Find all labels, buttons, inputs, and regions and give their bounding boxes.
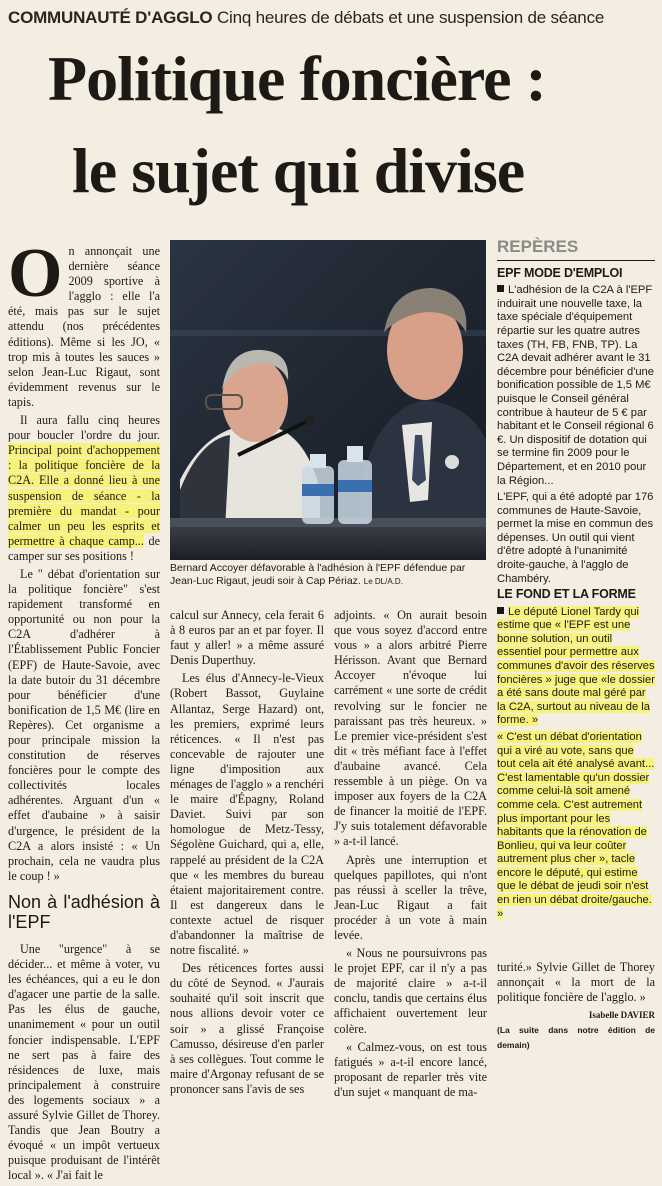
epf-heading: EPF MODE D'EMPLOI (497, 265, 623, 280)
paragraph-text: adjoints. « On aurait besoin que vous soyez d'accord entre vous » a alors arbitré Pierre Hérisson. Avant que Bernard Accoyer n'évoque lui carrément « une sorte de crédit revolving sur le foncier ne paraissant pas très heureux. » Le premier vice-président s'est dit « très méfiant face à l'effet d'aubaine avancé. Cela ressemble à un piège. On va imposer aux foyers de la C2A de financer la moitié de l'EPF. J'y suis totalement défavorable » a-t-il lancé. (334, 608, 487, 849)
article-photo (170, 240, 486, 560)
paragraph-text: « Nous ne poursuivrons pas le projet EPF, car il n'y a pas de majorité claire » a-t-il conclu, tandis que certains élus affichaient ouvertement leur colère. (334, 946, 487, 1036)
author-signature: Isabelle DAVIER (588, 1010, 655, 1021)
paragraph-text: Après une interruption et quelques papillotes, qui n'ont pas réussi à sceller la trêve, Jean-Luc Rigaut a fait procéder à un vote à main levée. (334, 852, 487, 942)
bullet-square-icon (497, 607, 504, 614)
highlighted-text: Principal point d'achoppement : la politique foncière de la C2A. Elle a donné lieu à une suspension de séance - la première du mandat - pour calmer un peu les esprits et permettre à chaque camp... (8, 443, 160, 548)
headline-line-1: Politique foncière : (48, 43, 546, 114)
article-column-2 (170, 608, 324, 1100)
paragraph-text: Les élus d'Annecy-le-Vieux (Robert Bassot, Guylaine Allantaz, Serge Hazard) ont, les premiers, exprimé leurs réticences. « Il n'est pas concevable de rajouter une ligne d'imposition aux ménages de l'agglo » a renchéri le maire d'Épagny, Roland Daviet. Suivi par son homologue de Metz-Tessy, Ségolène Guichard, qui a, elle, rappelé au président de la C2A que « les membres du bureau étaient majoritairement contre. Il est dangereux dans le contexte actuel de risquer d'abandonner la maîtrise de notre fiscalité. » (170, 671, 324, 958)
caption-text: Bernard Accoyer défavorable à l'adhésion à l'EPF défendue par Jean-Luc Rigaut, jeudi soir à Cap Périaz. (170, 562, 466, 587)
highlighted-text: Le député Lionel Tardy qui estime que « l'EPF est une bonne solution, un outil essentiel pour permettre aux communes d'avoir des réserves foncières » juge que «le dossier a été sans doute mal géré par la C2A, surtout au niveau de la forme. » (497, 605, 655, 727)
photo-caption (170, 562, 486, 588)
paragraph-text: Une "urgence" à se décider... et même à voter, vu les échéances, qui a eu le don d'agacer une partie de la salle. Pas les élus de gauche, unanimement « pour un outil foncier indispensable. L'EPF ne sert pas à faire des résidences de luxe, mais principalement à construire des logements sociaux » a assuré Sylvie Gillet de Thorey. Tandis que Jean Boutry a évoqué « un impôt vertueux puisque produisant de l'intérêt local ». « J'ai fait le (8, 941, 160, 1183)
photo-illustration (170, 240, 486, 560)
fond-forme-box (497, 588, 655, 924)
bullet-square-icon (497, 285, 504, 292)
article-column-1 (8, 235, 160, 1186)
article-column-3 (334, 608, 487, 1103)
paragraph-text: calcul sur Annecy, cela ferait 6 à 8 euros par an et par foyer. Il faut y aller! » a même assuré Denis Duperthuy. (170, 608, 324, 668)
sidebar-text: L'EPF, qui a été adopté par 176 communes de Haute-Savoie, permet la mise en commun des dépenses. Un outil qui vient d'être adopté à l'unanimité droite-gauche, à l'agglo de Chambéry. (497, 491, 654, 585)
article-column-4 (497, 960, 655, 1054)
headline-line-2: le sujet qui divise (72, 135, 525, 206)
kicker (8, 8, 604, 28)
sidebar-text: L'adhésion de la C2A à l'EPF induirait une nouvelle taxe, la taxe spéciale d'équipement répartie sur les quatre autres taxes (TH, FB, FNB, TP). La C2A devait adhérer avant le 31 décembre pour bénéficier d'une bonification possible de 1,5 M€ puisque le Conseil général contribue à hauteur de 5 € par habitant et le Conseil régional 6 €. Un dispositif de dotation qui se termine fin 2009 pour le Département, et en 2010 pour la Région... (497, 284, 654, 487)
paragraph-text: Le " débat d'orientation sur la politique foncière" s'est rapidement transformé en opportunité ou non pour la C2A d'adhérer à l'Établissement Public Foncier (EPF) de Haute-Savoie, avec la date butoir du 31 décembre pour bénéficier d'une bonification de 1,5 M€ (lire en Repères). Cet organisme a pour principale mission la constitution de réserves foncières pour le compte des collectivités locales adhérentes. Arguant d'un « effet d'aubaine » à saisir d'urgence, le président de la C2A a alors insisté : « Un prochain, cela ne vaudra plus le coup ! » (8, 566, 160, 883)
intro-paragraph: n annonçait une dernière séance 2009 sportive à l'agglo : elle l'a été, mais pas sur le sujet attendu (nos précédentes éditions). Même si les JO, « trop mis à toutes les sauces » selon Jean-Luc Rigaut, sont évidemment revenus sur le tapis. (8, 244, 160, 409)
fond-forme-heading: LE FOND ET LA FORME (497, 587, 636, 601)
paragraph-text: de camper sur ses positions ! (8, 533, 160, 563)
highlighted-text: « C'est un débat d'orientation qui a viré au vote, sans que tout cela ait été analysé avant... C'est lamentable qu'un dossier comme celui-là soit amené comme cela. C'est autrement plus important pour les habitants que la rénovation de Bonlieu, qui va leur coûter autrement plus cher », tacle encore le député, qui estime que le débat de jeudi soir n'est en rien un débat droite/gauche. » (497, 730, 655, 920)
sidebar-title: REPÈRES (497, 237, 579, 256)
reperes-sidebar (497, 237, 655, 589)
kicker-summary: Cinq heures de débats et une suspension de séance (216, 8, 605, 27)
drop-cap: O (8, 235, 63, 312)
paragraph-text: « Calmez-vous, on est tous fatigués » a-t-il encore lancé, proposant de reparler très vite d'un sujet « manquant de ma- (334, 1039, 487, 1099)
paragraph-text: Des réticences fortes aussi du côté de Seynod. « J'aurais souhaité qu'il soit inscrit que nous allions devoir voter ce soir » a glissé Françoise Camusso, désireuse d'en parler à ses collègues. Tout comme le maire d'Argonay refusant de se prononcer sans l'avis de ses (170, 961, 324, 1096)
photo-credit: Le DL/A.D. (363, 577, 403, 586)
paragraph-text: Il aura fallu cinq heures pour boucler l'ordre du jour. (8, 413, 160, 443)
kicker-section: COMMUNAUTÉ D'AGGLO (8, 8, 213, 27)
section-subhead: Non à l'adhésion à l'EPF (8, 891, 160, 932)
continuation-note: (La suite dans notre édition de demain) (497, 1025, 655, 1051)
paragraph-text: turité.» Sylvie Gillet de Thorey annonçait « la mort de la politique foncière de l'agglo. » (497, 960, 655, 1005)
